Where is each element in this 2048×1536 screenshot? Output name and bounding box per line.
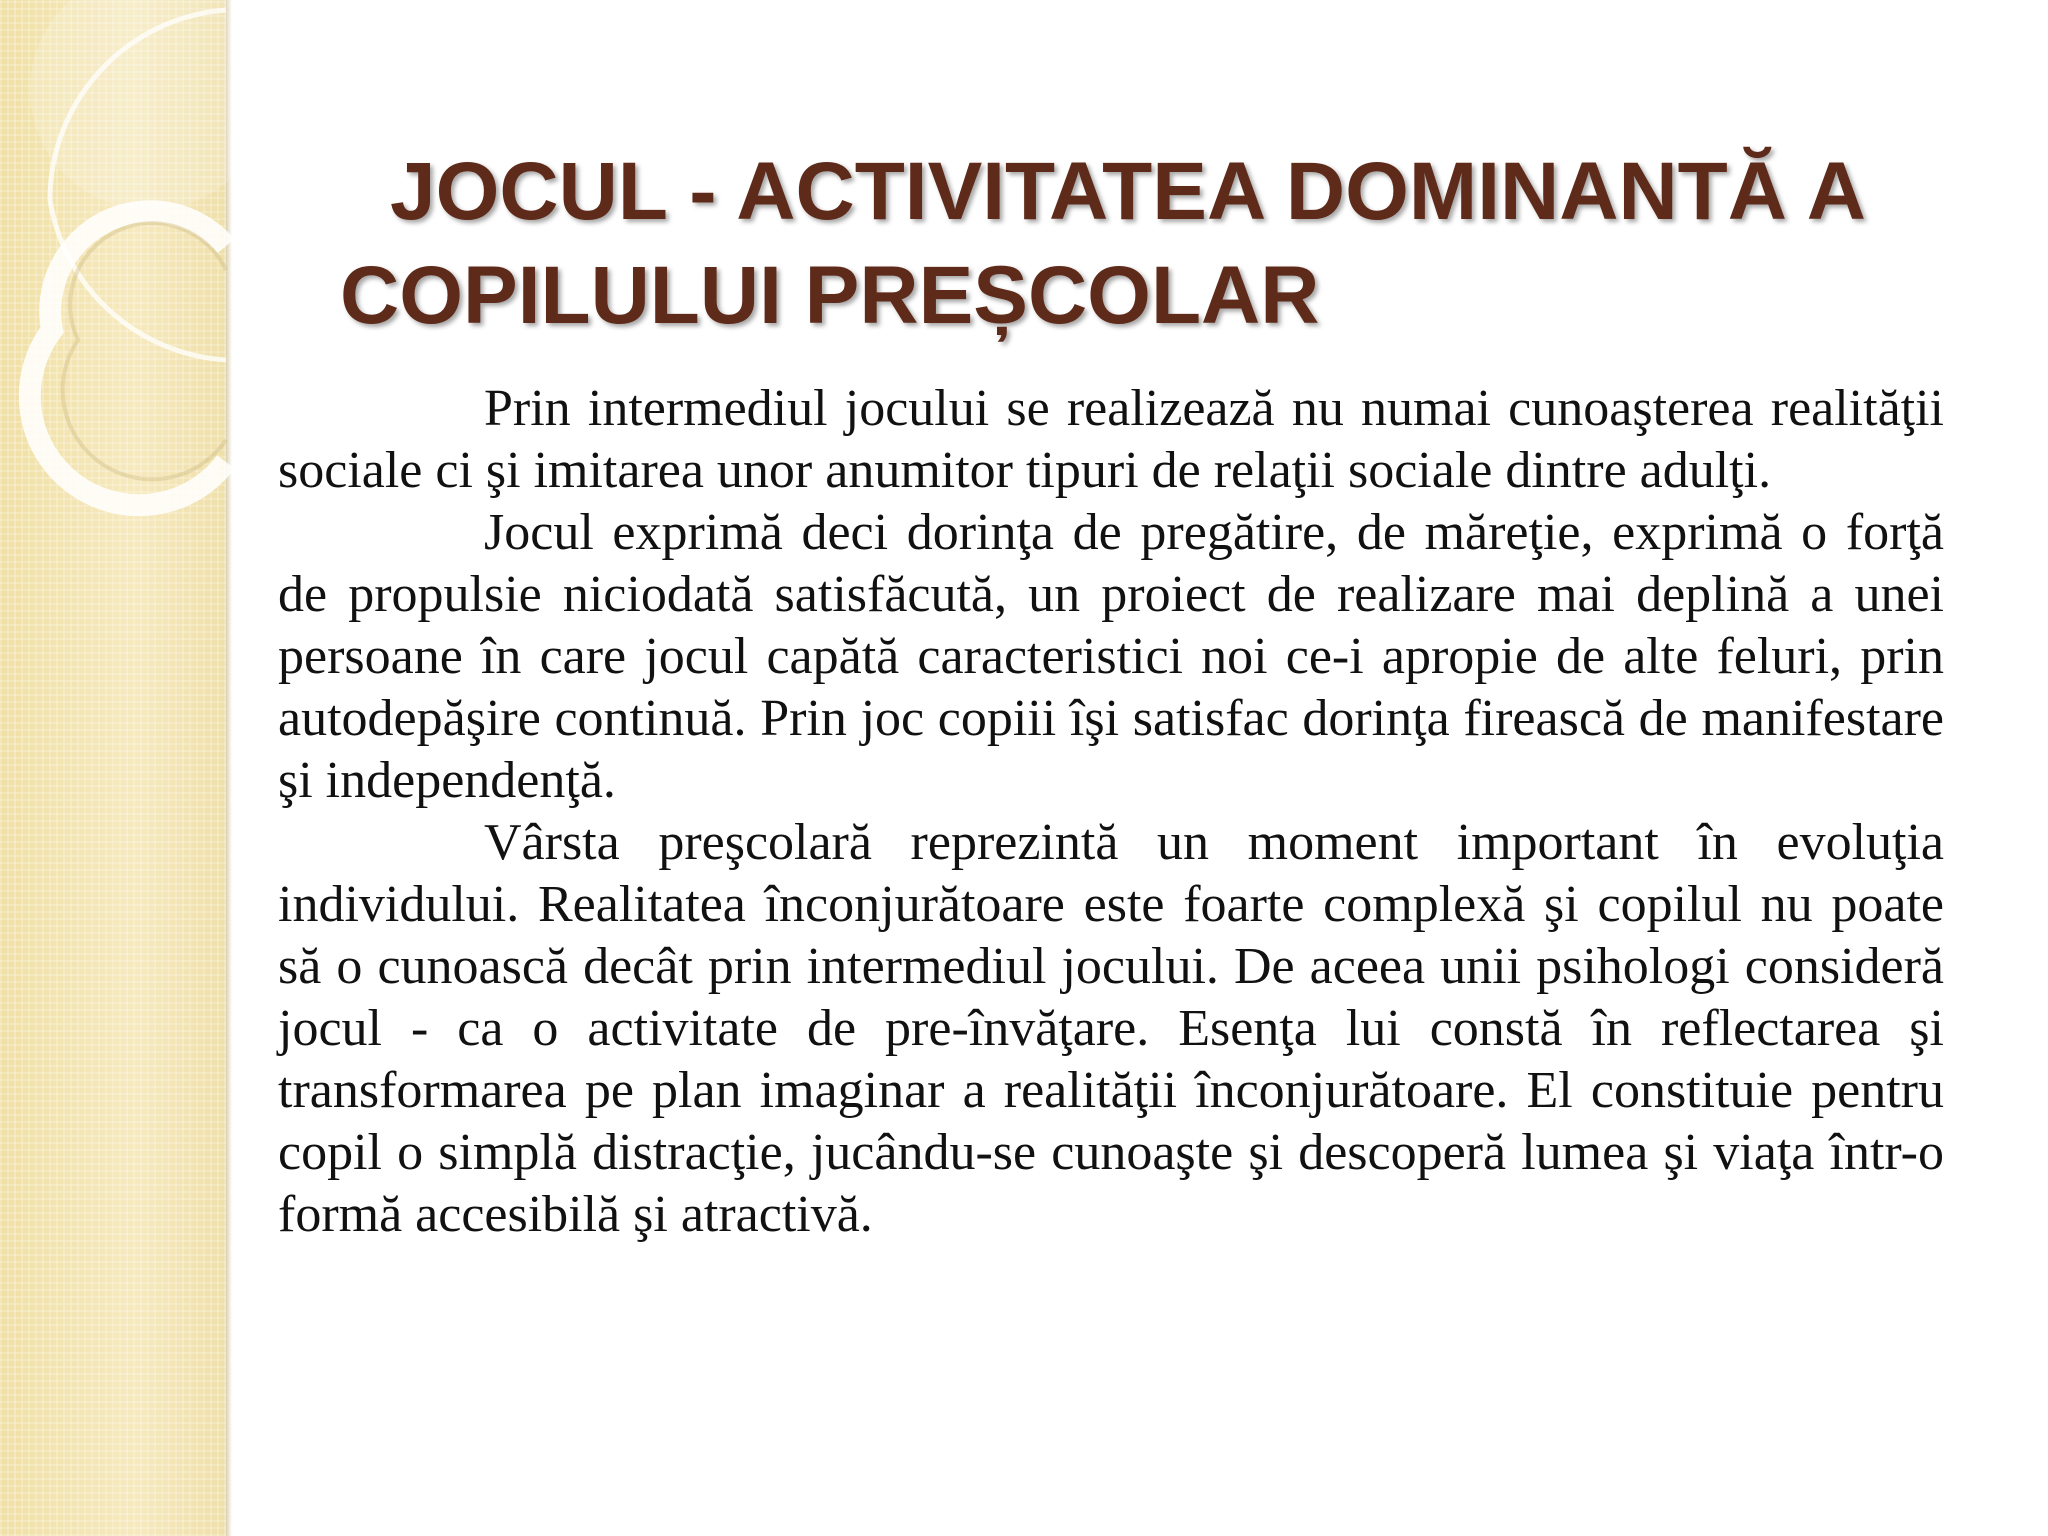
paragraph-2: Jocul exprimă deci dorinţa de pregătire, de măreţie, exprimă o forţă de propulsie niciodată satisfăcută, un proiect de realizare mai deplină a unei persoane în care jocul capătă caracteristici noi ce-i apropie de alte feluri, prin autodepăşire continuă. Prin joc copiii îşi satisfac dorinţa firească de manifestare şi independenţă. [278,504,1944,809]
slide-body [278,378,1944,1246]
middle-ring-shadow [63,223,226,479]
soft-ring-fill [30,0,270,210]
paragraph-1: Prin intermediul jocului se realizează nu numai cunoaşterea realităţii sociale ci şi imitarea unor anumitor tipuri de relaţii sociale dintre adulţi. [278,380,1944,499]
slide-title [340,140,1920,348]
paragraph-3: Vârsta preşcolară reprezintă un moment important în evoluţia individului. Realitatea înconjurătoare este foarte complexă şi copilul nu poate să o cunoască decât prin intermediul jocului. De aceea unii psihologi consideră jocul - ca o activitate de pre-învăţare. Esenţa lui constă în reflectarea şi transformarea pe plan imaginar a realităţii înconjurătoare. El constituie pentru copil o simplă distracţie, jucându-se cunoaşte şi descoperă lumea şi viaţa într-o formă accesibilă şi atractivă. [278,814,1944,1243]
slide-title-line-1: JOCUL - ACTIVITATEA DOMINANTĂ A [390,146,1866,237]
slide-title-line-2: COPILULUI PREȘCOLAR [340,250,1320,341]
